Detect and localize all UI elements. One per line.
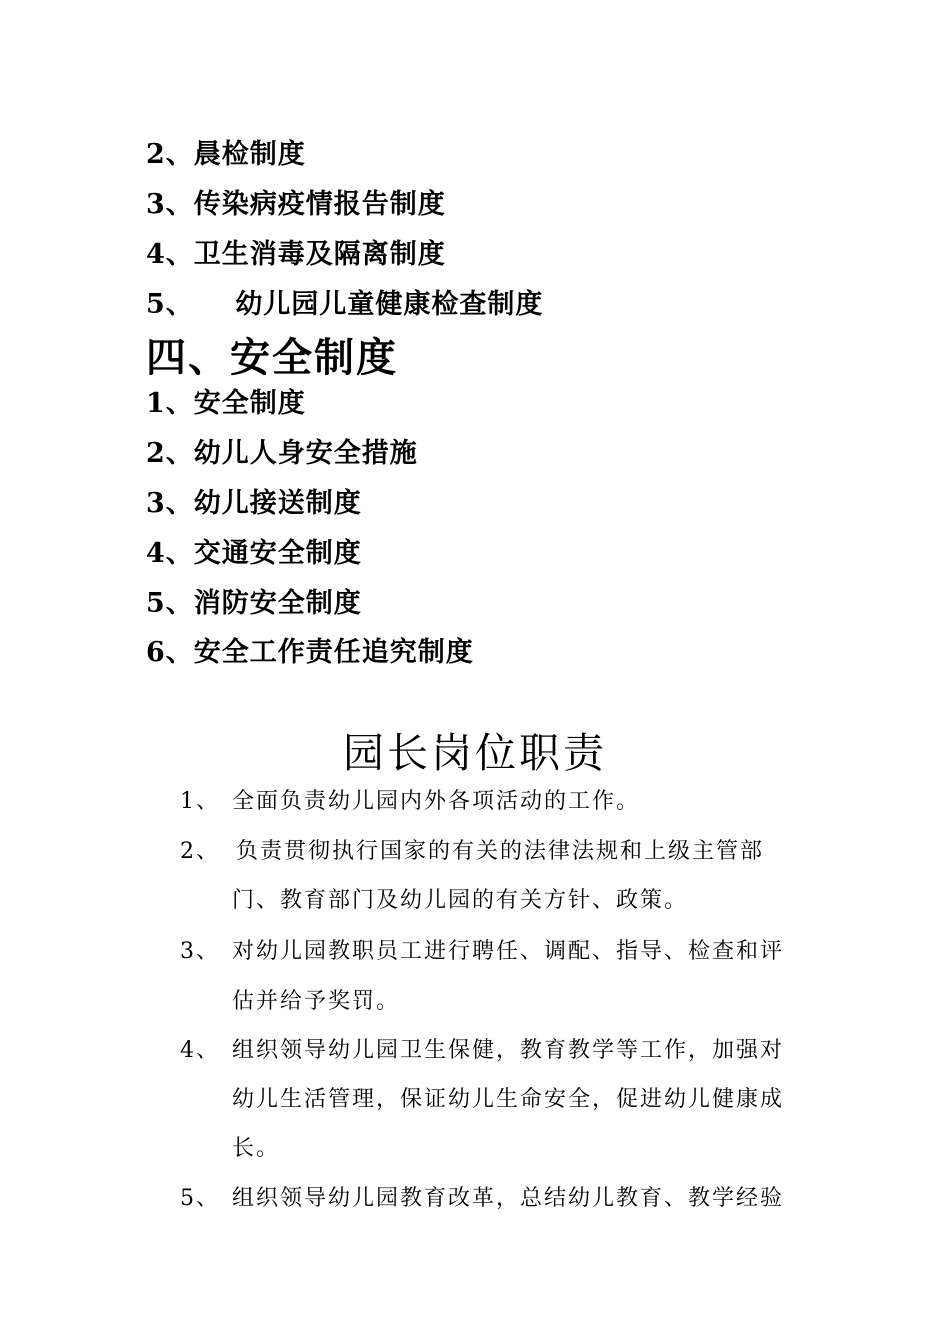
safety-item-1: 1、安全制度 [146,388,306,419]
health-item-5: 5、 幼儿园儿童健康检查制度 [146,289,544,320]
duty-text-continued: 门、教育部门及幼儿园的有关方针、政策。 [232,888,689,913]
duty-number: 2、 [180,839,220,864]
safety-item-2: 2、幼儿人身安全措施 [146,438,418,469]
safety-item-6: 6、安全工作责任追究制度 [146,637,474,668]
duty-text: 全面负责幼儿园内外各项活动的工作。 [232,789,641,814]
duty-number: 1、 [180,789,220,814]
duty-text-continued: 幼儿生活管理，保证幼儿生命安全，促进幼儿健康成 [232,1087,785,1112]
duty-number: 3、 [180,939,220,964]
duty-text: 组织领导幼儿园教育改革，总结幼儿教育、教学经验 [232,1186,785,1211]
safety-item-3: 3、幼儿接送制度 [146,488,362,519]
duty-text: 组织领导幼儿园卫生保健，教育教学等工作，加强对 [232,1038,785,1063]
safety-item-4: 4、交通安全制度 [146,538,362,569]
duty-text-continued: 长。 [232,1136,281,1161]
duty-text: 负责贯彻执行国家的有关的法律法规和上级主管部 [236,839,765,864]
health-item-3: 3、传染病疫情报告制度 [146,189,446,220]
health-item-2: 2、晨检制度 [146,139,306,170]
duty-text: 对幼儿园教职员工进行聘任、调配、指导、检查和评 [232,939,785,964]
duties-title: 园长岗位职责 [343,729,607,777]
duty-number: 5、 [180,1186,220,1211]
duty-text-continued: 估并给予奖罚。 [232,989,401,1014]
health-item-4: 4、卫生消毒及隔离制度 [146,239,446,270]
duty-number: 4、 [180,1038,220,1063]
section-heading-safety: 四、安全制度 [146,334,398,381]
safety-item-5: 5、消防安全制度 [146,588,362,619]
